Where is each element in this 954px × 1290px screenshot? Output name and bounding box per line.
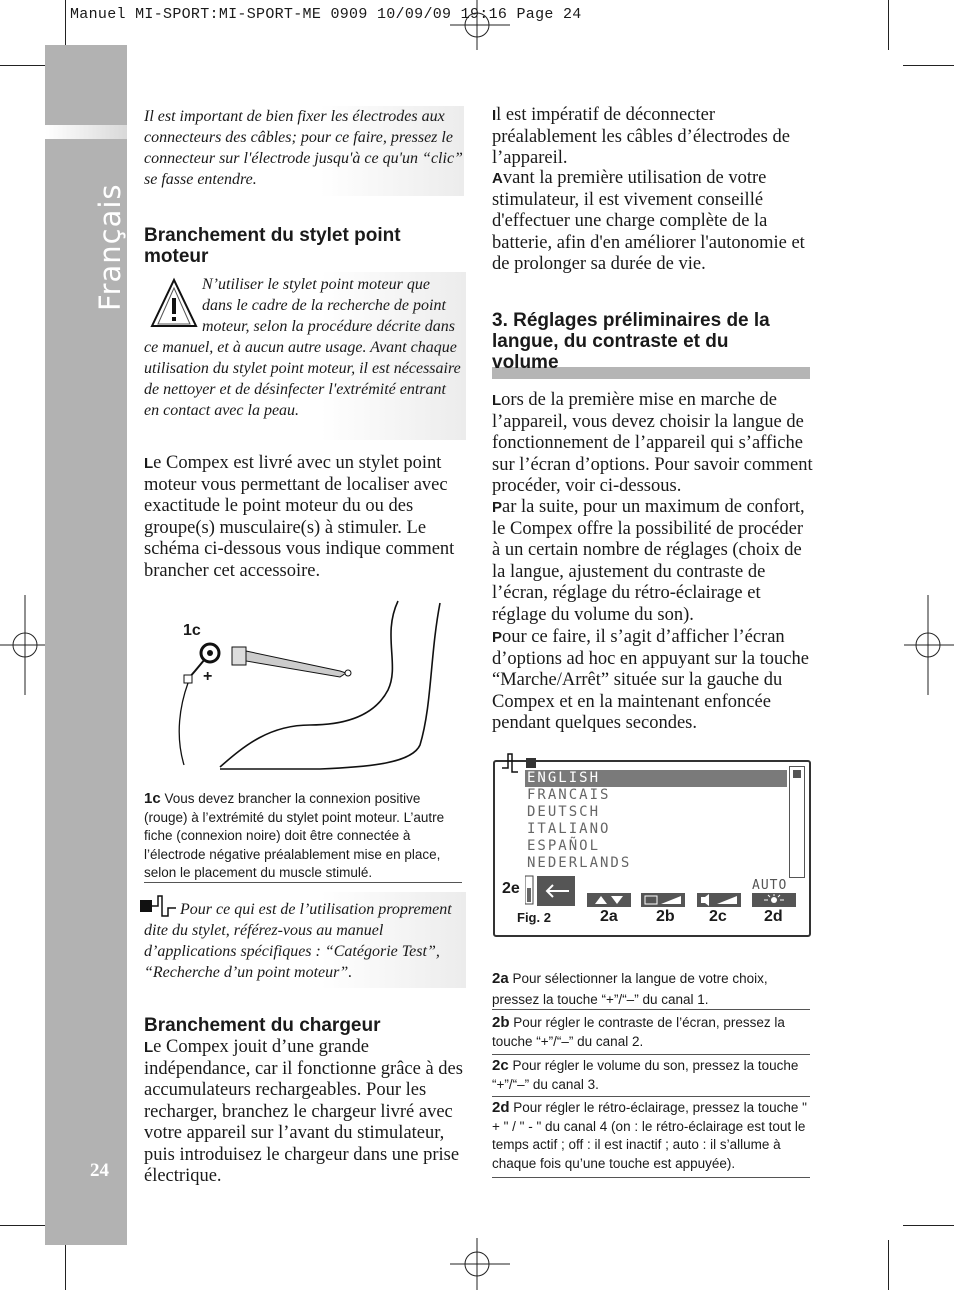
label-2d: 2d [764,908,783,925]
sidebar-language: Français [93,183,127,311]
crop-mark [888,1240,889,1290]
language-option[interactable]: ESPAÑOL [527,838,601,854]
divider [144,882,462,883]
backlight-icon[interactable] [752,893,796,907]
crop-mark [65,0,66,50]
fig-label-1c: 1c [183,622,201,639]
divider [492,1177,810,1178]
note-stylet-text: Pour ce qui est de l’utilisation proprement dite du stylet, référez-vous au manuel d’applications spécifiques : “Catégorie Test”, “Recherche d’un point moteur”. [144,901,452,981]
crop-mark [903,1225,954,1226]
auto-label: AUTO [752,878,788,893]
heading-charger: Branchement du chargeur [144,1015,381,1036]
crop-mark [65,1240,66,1290]
language-option-selected[interactable]: ENGLISH [525,770,787,787]
registration-mark-left [0,595,50,695]
label-2c: 2c [709,908,727,925]
volume-icon[interactable] [697,893,741,907]
para-display-options: Pour ce faire, il s’agit d’afficher l’écran d’options ad hoc en appuyant sur la touche “Marche/Arrêt” située sur la gauche du Compex et en la maintenant enfoncée pendant quelques secondes. [492,627,809,733]
crop-mark [0,65,50,66]
scrollbar-thumb[interactable] [793,770,801,778]
note-electrodes: Il est important de bien fixer les électrodes aux connecteurs des câbles; pour ce faire, pressez le connecteur sur l'électrode jusqu'à ce qu'un “clic” se fasse entendre. [144,106,464,196]
label-2b: 2b [656,908,675,925]
crop-mark [0,1225,50,1226]
language-option[interactable]: ITALIANO [527,821,611,837]
divider [492,1009,810,1010]
divider [492,1096,810,1097]
registration-mark-right [904,595,954,695]
fig-plus-label: + [203,668,213,685]
registration-mark-top [450,0,510,50]
divider [492,1054,810,1055]
caption-2a: 2a Pour sélectionner la langue de votre choix, pressez la touche “+”/“–” du canal 1. [492,970,768,1007]
caption-2c: 2c Pour régler le volume du son, pressez la touche “+”/“–” du canal 3. [492,1057,799,1092]
language-list[interactable] [525,770,787,880]
label-2e: 2e [502,880,520,897]
label-2a: 2a [600,908,618,925]
language-option[interactable]: NEDERLANDS [527,855,632,871]
para-first-charge: Avant la première utilisation de votre stimulateur, il est vivement conseillé d'effectuer une charge complète de la batterie, afin d'en améliorer l'autonomie et de prolonger sa durée de vie. [492,168,805,274]
registration-mark-bottom [450,1238,510,1290]
crop-mark [903,65,954,66]
contrast-icon[interactable] [641,893,685,907]
lcd-scrollbar[interactable] [789,766,805,878]
sidebar-tab [45,125,127,139]
language-option[interactable]: DEUTSCH [527,804,601,820]
caption-1c: 1c Vous devez brancher la connexion positive (rouge) à l’extrémité du stylet point moteur. L’autre fiche (connexion noire) doit être connectée à l’électrode négative préalablement mise en place, selon le placement du muscle stimulé. [144,790,445,880]
heading-stylet: Branchement du stylet point moteur [144,225,401,267]
heading-settings: 3. Réglages préliminaires de la langue, du contraste et du volume [492,310,770,373]
caption-2b: 2b Pour régler le contraste de l’écran, pressez la touche “+”/“–” du canal 2. [492,1014,785,1049]
para-stylet: Le Compex est livré avec un stylet point moteur vous permettant de localiser avec exactitude le point moteur du ou des groupe(s) musculaire(s) à stimuler. Le schéma ci-dessous vous indique comment brancher cet accessoire. [144,453,455,581]
caption-2d: 2d Pour régler le rétro-éclairage, pressez la touche " + " / " - " du canal 4 (on : le rétro-éclairage est tout le temps actif ; off : il est inactif ; auto : il s’allume à chaque fois qu’une touche est appuyée). [492,1099,807,1171]
para-disconnect: Il est impératif de déconnecter préalablement les câbles d’électrodes de l’appareil. [492,105,790,168]
note-stylet-usage [144,892,466,988]
para-charger: Le Compex jouit d’une grande indépendance, car il fonctionne grâce à des accumulateurs rechargeables. Pour les recharger, branchez le chargeur livré avec votre appareil sur l’avant du stimulateur, puis introduisez le chargeur dans une prise électrique. [144,1037,463,1186]
crop-mark [888,0,889,50]
page-number: 24 [90,1160,109,1181]
language-sidebar [45,45,127,1245]
para-language: Lors de la première mise en marche de l’appareil, vous devez choisir la langue de fonctionnement de l’appareil qui s’affiche sur l’écran d’options. Pour savoir comment procéder, voir ci-dessous. [492,390,813,496]
print-header: Manuel MI-SPORT:MI-SPORT-ME 0909 10/09/09 19:16 Page 24 [70,6,582,23]
warning-box [144,272,466,440]
fig-2-label: Fig. 2 [517,910,551,925]
arrows-up-down-icon[interactable] [587,893,631,907]
language-option[interactable]: FRANCAIS [527,787,611,803]
para-settings: Par la suite, pour un maximum de confort, le Compex offre la possibilité de procéder à un certain nombre de réglages (choix de la langue, ajustement du contraste de l’écran, réglage du rétro-éclairage et réglage du volume du son). [492,497,805,625]
warning-text: N’utiliser le stylet point moteur que dans le cadre de la recherche de point moteur, selon la procédure décrite dans ce manuel, et à aucun autre usage. Avant chaque utilisation du stylet point moteur, il est nécessaire de nettoyer et de désinfecter l'extrémité entrant en contact avec la peau. [144,276,461,419]
back-icon[interactable] [525,874,577,908]
